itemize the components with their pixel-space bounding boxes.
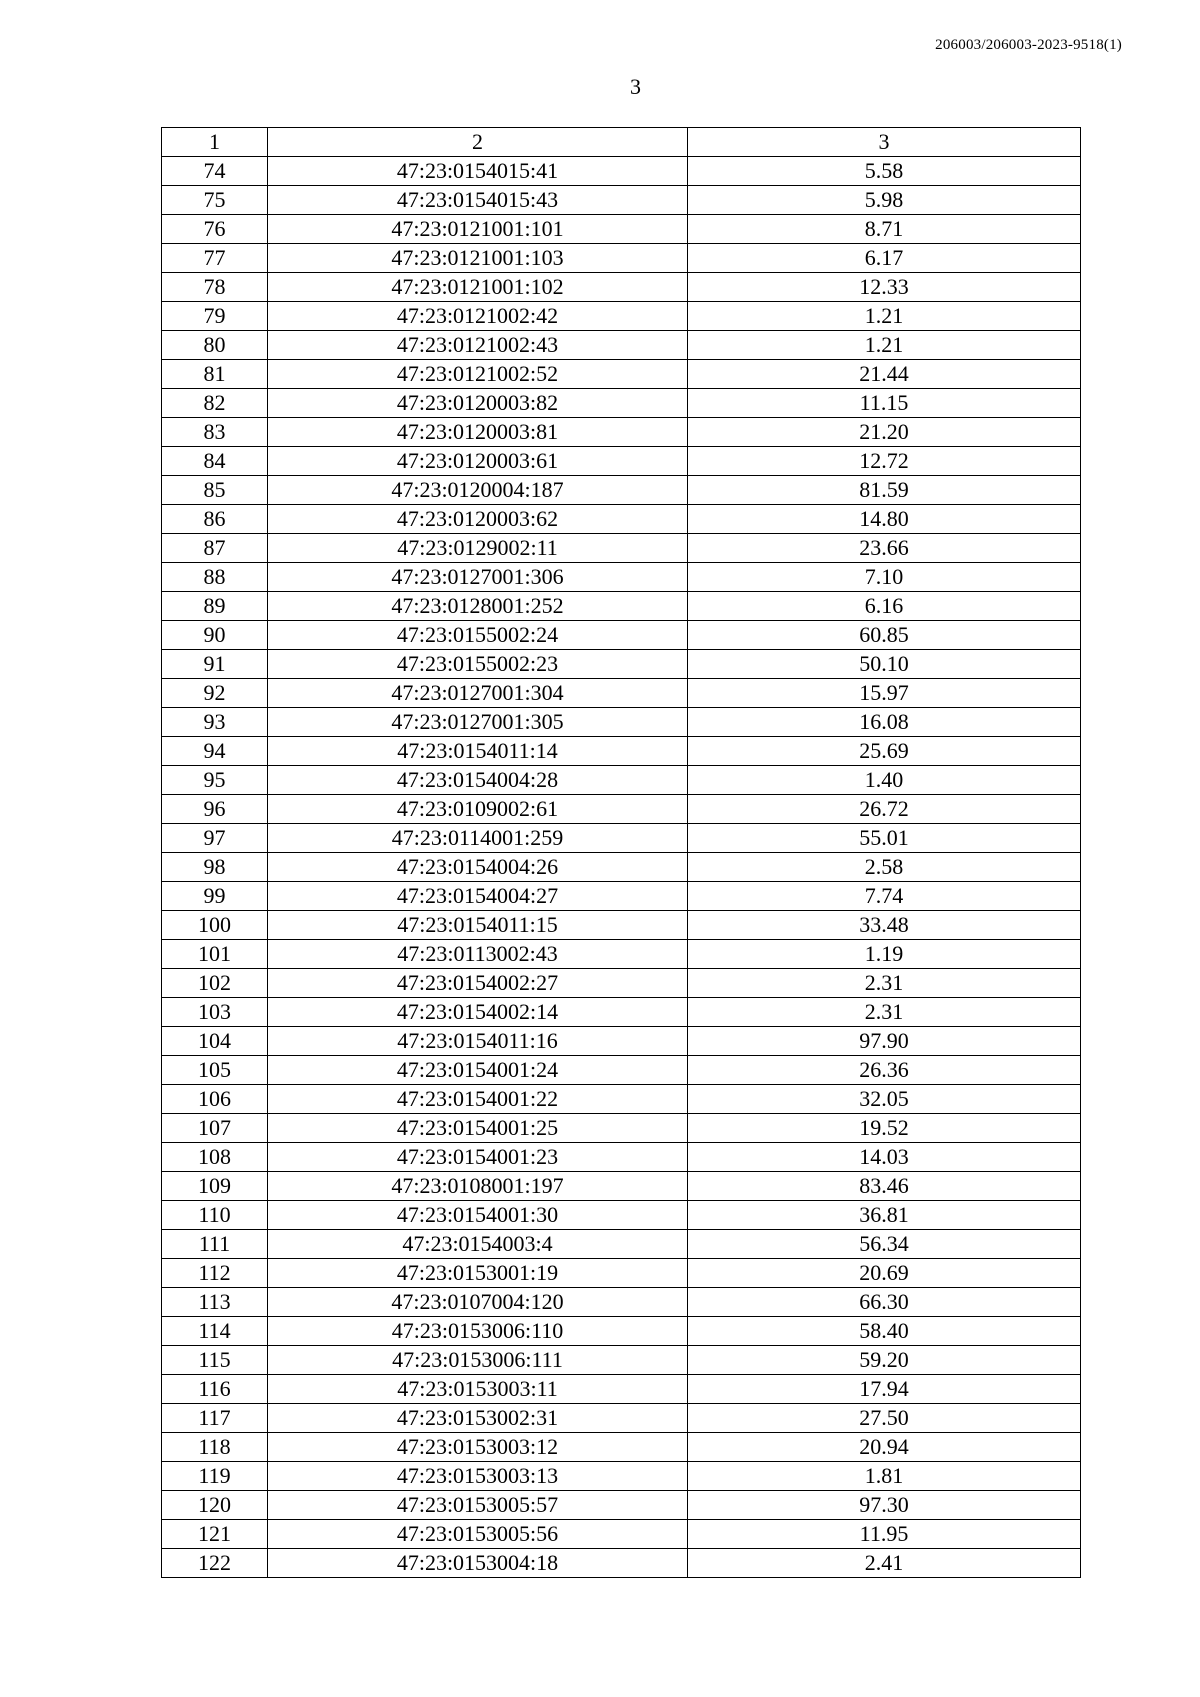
cadastral-number-cell: 47:23:0121001:102 [268, 273, 688, 302]
area-value-cell: 2.31 [688, 969, 1081, 998]
cadastral-number-cell: 47:23:0120004:187 [268, 476, 688, 505]
cadastral-number-cell: 47:23:0120003:61 [268, 447, 688, 476]
row-number-cell: 83 [162, 418, 268, 447]
table-body [162, 157, 1081, 1578]
cadastral-number-cell: 47:23:0120003:62 [268, 505, 688, 534]
area-value-cell: 50.10 [688, 650, 1081, 679]
row-number-cell: 92 [162, 679, 268, 708]
table-row [162, 882, 1081, 911]
table-row [162, 534, 1081, 563]
row-number-cell: 113 [162, 1288, 268, 1317]
row-number-cell: 115 [162, 1346, 268, 1375]
area-value-cell: 66.30 [688, 1288, 1081, 1317]
row-number-cell: 88 [162, 563, 268, 592]
cadastral-number-cell: 47:23:0154003:4 [268, 1230, 688, 1259]
cadastral-number-cell: 47:23:0154002:14 [268, 998, 688, 1027]
area-value-cell: 11.15 [688, 389, 1081, 418]
table-row [162, 302, 1081, 331]
area-value-cell: 1.40 [688, 766, 1081, 795]
area-value-cell: 14.80 [688, 505, 1081, 534]
cadastral-number-cell: 47:23:0113002:43 [268, 940, 688, 969]
area-value-cell: 17.94 [688, 1375, 1081, 1404]
area-value-cell: 21.44 [688, 360, 1081, 389]
row-number-cell: 87 [162, 534, 268, 563]
row-number-cell: 76 [162, 215, 268, 244]
area-value-cell: 12.72 [688, 447, 1081, 476]
table-row [162, 1375, 1081, 1404]
cadastral-number-cell: 47:23:0155002:23 [268, 650, 688, 679]
cadastral-number-cell: 47:23:0154004:28 [268, 766, 688, 795]
area-value-cell: 33.48 [688, 911, 1081, 940]
table-row [162, 1433, 1081, 1462]
cadastral-number-cell: 47:23:0154015:43 [268, 186, 688, 215]
area-value-cell: 26.36 [688, 1056, 1081, 1085]
table-row [162, 998, 1081, 1027]
row-number-cell: 74 [162, 157, 268, 186]
area-value-cell: 81.59 [688, 476, 1081, 505]
row-number-cell: 104 [162, 1027, 268, 1056]
area-value-cell: 56.34 [688, 1230, 1081, 1259]
cadastral-number-cell: 47:23:0127001:305 [268, 708, 688, 737]
table-row [162, 969, 1081, 998]
area-value-cell: 36.81 [688, 1201, 1081, 1230]
cadastral-number-cell: 47:23:0127001:306 [268, 563, 688, 592]
area-value-cell: 16.08 [688, 708, 1081, 737]
table-row [162, 1143, 1081, 1172]
cadastral-number-cell: 47:23:0121001:101 [268, 215, 688, 244]
row-number-cell: 101 [162, 940, 268, 969]
table-row [162, 795, 1081, 824]
cadastral-number-cell: 47:23:0121002:43 [268, 331, 688, 360]
cadastral-number-cell: 47:23:0154004:26 [268, 853, 688, 882]
area-value-cell: 97.30 [688, 1491, 1081, 1520]
table-row [162, 1056, 1081, 1085]
cadastral-number-cell: 47:23:0153006:111 [268, 1346, 688, 1375]
row-number-cell: 111 [162, 1230, 268, 1259]
table-row [162, 186, 1081, 215]
row-number-cell: 86 [162, 505, 268, 534]
area-value-cell: 6.17 [688, 244, 1081, 273]
row-number-cell: 112 [162, 1259, 268, 1288]
document-reference: 206003/206003-2023-9518(1) [935, 37, 1122, 53]
area-value-cell: 5.58 [688, 157, 1081, 186]
table-row [162, 476, 1081, 505]
cadastral-number-cell: 47:23:0153006:110 [268, 1317, 688, 1346]
row-number-cell: 95 [162, 766, 268, 795]
cadastral-number-cell: 47:23:0154001:23 [268, 1143, 688, 1172]
cadastral-number-cell: 47:23:0153003:13 [268, 1462, 688, 1491]
table-row [162, 1549, 1081, 1578]
row-number-cell: 122 [162, 1549, 268, 1578]
table-row [162, 824, 1081, 853]
area-value-cell: 58.40 [688, 1317, 1081, 1346]
cadastral-number-cell: 47:23:0120003:82 [268, 389, 688, 418]
row-number-cell: 107 [162, 1114, 268, 1143]
row-number-cell: 114 [162, 1317, 268, 1346]
table-row [162, 215, 1081, 244]
row-number-cell: 105 [162, 1056, 268, 1085]
table-row [162, 331, 1081, 360]
table-row [162, 563, 1081, 592]
row-number-cell: 116 [162, 1375, 268, 1404]
row-number-cell: 110 [162, 1201, 268, 1230]
area-value-cell: 1.21 [688, 302, 1081, 331]
area-value-cell: 15.97 [688, 679, 1081, 708]
table-row [162, 1085, 1081, 1114]
area-value-cell: 97.90 [688, 1027, 1081, 1056]
cadastral-number-cell: 47:23:0153001:19 [268, 1259, 688, 1288]
table-row [162, 679, 1081, 708]
table-row [162, 1288, 1081, 1317]
table-row [162, 1346, 1081, 1375]
row-number-cell: 81 [162, 360, 268, 389]
table-row [162, 1520, 1081, 1549]
area-value-cell: 2.31 [688, 998, 1081, 1027]
cadastral-number-cell: 47:23:0153005:56 [268, 1520, 688, 1549]
row-number-cell: 106 [162, 1085, 268, 1114]
table-row [162, 1230, 1081, 1259]
table-row [162, 273, 1081, 302]
table-row [162, 708, 1081, 737]
row-number-cell: 118 [162, 1433, 268, 1462]
table-row [162, 1114, 1081, 1143]
table-row [162, 1462, 1081, 1491]
cadastral-number-cell: 47:23:0154011:14 [268, 737, 688, 766]
cadastral-number-cell: 47:23:0154011:15 [268, 911, 688, 940]
area-value-cell: 12.33 [688, 273, 1081, 302]
row-number-cell: 75 [162, 186, 268, 215]
row-number-cell: 103 [162, 998, 268, 1027]
area-value-cell: 2.41 [688, 1549, 1081, 1578]
area-value-cell: 1.81 [688, 1462, 1081, 1491]
row-number-cell: 109 [162, 1172, 268, 1201]
table-row [162, 853, 1081, 882]
row-number-cell: 117 [162, 1404, 268, 1433]
cadastral-number-cell: 47:23:0114001:259 [268, 824, 688, 853]
area-value-cell: 59.20 [688, 1346, 1081, 1375]
table-row [162, 244, 1081, 273]
cadastral-number-cell: 47:23:0153005:57 [268, 1491, 688, 1520]
row-number-cell: 100 [162, 911, 268, 940]
area-value-cell: 7.74 [688, 882, 1081, 911]
cadastral-number-cell: 47:23:0128001:252 [268, 592, 688, 621]
row-number-cell: 82 [162, 389, 268, 418]
cadastral-number-cell: 47:23:0155002:24 [268, 621, 688, 650]
table-row [162, 1491, 1081, 1520]
cadastral-number-cell: 47:23:0108001:197 [268, 1172, 688, 1201]
cadastral-number-cell: 47:23:0154002:27 [268, 969, 688, 998]
row-number-cell: 108 [162, 1143, 268, 1172]
area-value-cell: 19.52 [688, 1114, 1081, 1143]
table-row [162, 737, 1081, 766]
table-row [162, 766, 1081, 795]
row-number-cell: 99 [162, 882, 268, 911]
table-row [162, 940, 1081, 969]
row-number-cell: 102 [162, 969, 268, 998]
area-value-cell: 20.69 [688, 1259, 1081, 1288]
cadastral-number-cell: 47:23:0154001:30 [268, 1201, 688, 1230]
row-number-cell: 120 [162, 1491, 268, 1520]
cadastral-number-cell: 47:23:0154011:16 [268, 1027, 688, 1056]
cadastral-number-cell: 47:23:0154001:25 [268, 1114, 688, 1143]
table-header [162, 128, 1081, 157]
registry-table [161, 127, 1081, 1578]
cadastral-number-cell: 47:23:0107004:120 [268, 1288, 688, 1317]
area-value-cell: 20.94 [688, 1433, 1081, 1462]
row-number-cell: 91 [162, 650, 268, 679]
cadastral-number-cell: 47:23:0127001:304 [268, 679, 688, 708]
cadastral-number-cell: 47:23:0121001:103 [268, 244, 688, 273]
cadastral-number-cell: 47:23:0154004:27 [268, 882, 688, 911]
table-row [162, 360, 1081, 389]
area-value-cell: 25.69 [688, 737, 1081, 766]
cadastral-number-cell: 47:23:0154001:24 [268, 1056, 688, 1085]
area-value-cell: 11.95 [688, 1520, 1081, 1549]
cadastral-number-cell: 47:23:0129002:11 [268, 534, 688, 563]
table-row [162, 1172, 1081, 1201]
row-number-cell: 77 [162, 244, 268, 273]
area-value-cell: 7.10 [688, 563, 1081, 592]
table-row [162, 1027, 1081, 1056]
cadastral-number-cell: 47:23:0153003:11 [268, 1375, 688, 1404]
table-row [162, 157, 1081, 186]
area-value-cell: 1.21 [688, 331, 1081, 360]
area-value-cell: 8.71 [688, 215, 1081, 244]
row-number-cell: 89 [162, 592, 268, 621]
row-number-cell: 96 [162, 795, 268, 824]
cadastral-number-cell: 47:23:0109002:61 [268, 795, 688, 824]
table-row [162, 505, 1081, 534]
cadastral-number-cell: 47:23:0121002:52 [268, 360, 688, 389]
cadastral-number-cell: 47:23:0154001:22 [268, 1085, 688, 1114]
cadastral-number-cell: 47:23:0153004:18 [268, 1549, 688, 1578]
row-number-cell: 119 [162, 1462, 268, 1491]
area-value-cell: 23.66 [688, 534, 1081, 563]
column-header-1: 1 [162, 128, 268, 157]
table-row [162, 592, 1081, 621]
table-row [162, 911, 1081, 940]
cadastral-number-cell: 47:23:0120003:81 [268, 418, 688, 447]
table-row [162, 418, 1081, 447]
row-number-cell: 94 [162, 737, 268, 766]
cadastral-number-cell: 47:23:0153002:31 [268, 1404, 688, 1433]
area-value-cell: 83.46 [688, 1172, 1081, 1201]
area-value-cell: 1.19 [688, 940, 1081, 969]
table-row [162, 621, 1081, 650]
row-number-cell: 97 [162, 824, 268, 853]
row-number-cell: 85 [162, 476, 268, 505]
table-row [162, 1259, 1081, 1288]
row-number-cell: 121 [162, 1520, 268, 1549]
column-header-3: 3 [688, 128, 1081, 157]
row-number-cell: 79 [162, 302, 268, 331]
area-value-cell: 27.50 [688, 1404, 1081, 1433]
row-number-cell: 80 [162, 331, 268, 360]
table-row [162, 1317, 1081, 1346]
table-row [162, 650, 1081, 679]
table-row [162, 389, 1081, 418]
area-value-cell: 55.01 [688, 824, 1081, 853]
area-value-cell: 6.16 [688, 592, 1081, 621]
header-row [162, 128, 1081, 157]
area-value-cell: 26.72 [688, 795, 1081, 824]
row-number-cell: 84 [162, 447, 268, 476]
row-number-cell: 78 [162, 273, 268, 302]
row-number-cell: 93 [162, 708, 268, 737]
area-value-cell: 32.05 [688, 1085, 1081, 1114]
area-value-cell: 21.20 [688, 418, 1081, 447]
row-number-cell: 98 [162, 853, 268, 882]
table-row [162, 1201, 1081, 1230]
table-row [162, 447, 1081, 476]
cadastral-number-cell: 47:23:0153003:12 [268, 1433, 688, 1462]
table-row [162, 1404, 1081, 1433]
page-number: 3 [630, 74, 641, 99]
column-header-2: 2 [268, 128, 688, 157]
cadastral-number-cell: 47:23:0154015:41 [268, 157, 688, 186]
area-value-cell: 2.58 [688, 853, 1081, 882]
row-number-cell: 90 [162, 621, 268, 650]
area-value-cell: 60.85 [688, 621, 1081, 650]
cadastral-number-cell: 47:23:0121002:42 [268, 302, 688, 331]
area-value-cell: 14.03 [688, 1143, 1081, 1172]
area-value-cell: 5.98 [688, 186, 1081, 215]
